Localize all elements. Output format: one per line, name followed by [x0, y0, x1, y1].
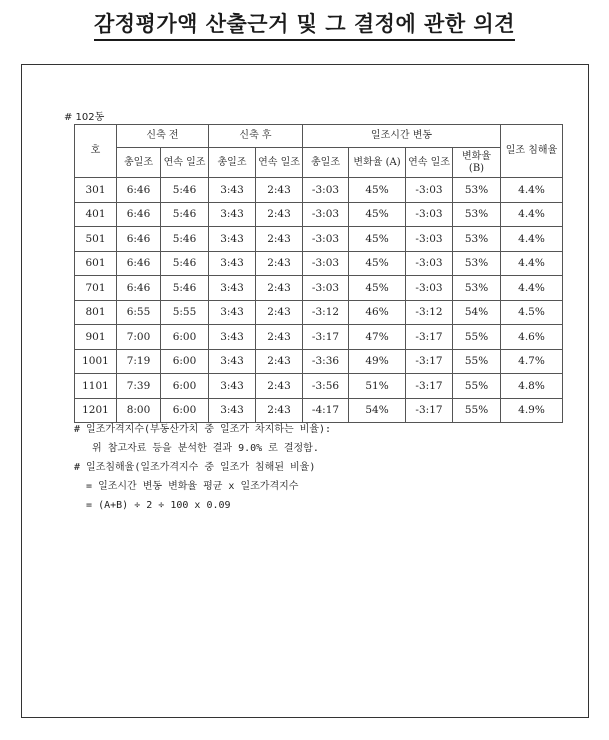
table-row: [75, 202, 563, 227]
table-row: [75, 349, 563, 374]
table-cell: -3:17: [303, 325, 349, 350]
table-cell: -3:03: [303, 178, 349, 203]
table-cell: 3:43: [209, 398, 256, 423]
table-cell: 2:43: [256, 398, 303, 423]
table-cell: 2:43: [256, 251, 303, 276]
table-cell: 3:43: [209, 300, 256, 325]
table-cell: 7:19: [117, 349, 161, 374]
table-cell: 53%: [453, 227, 501, 252]
table-cell: 601: [75, 251, 117, 276]
table-cell: 2:43: [256, 300, 303, 325]
table-cell: -3:03: [303, 202, 349, 227]
note-line: = 일조시간 변동 변화율 평균 x 일조가격지수: [74, 481, 299, 492]
table-cell: -3:03: [406, 276, 453, 301]
header-total-after: 총일조: [209, 148, 256, 178]
table-cell: 501: [75, 227, 117, 252]
table-cell: -3:03: [303, 227, 349, 252]
table-cell: 53%: [453, 276, 501, 301]
table-cell: 3:43: [209, 325, 256, 350]
note-line: = (A+B) ÷ 2 ÷ 100 x 0.09: [74, 500, 231, 511]
table-cell: 55%: [453, 325, 501, 350]
table-cell: 4.4%: [501, 202, 563, 227]
table-cell: 4.4%: [501, 178, 563, 203]
table-cell: -3:03: [406, 178, 453, 203]
header-unit: 호: [75, 125, 117, 178]
table-cell: 6:00: [161, 374, 209, 399]
table-row: [75, 398, 563, 423]
note-line: 위 참고자료 등을 분석한 결과 9.0% 로 결정함.: [74, 443, 319, 454]
table-cell: -3:17: [406, 398, 453, 423]
header-consec-before: 연속 일조: [161, 148, 209, 178]
table-body: [75, 178, 563, 423]
table-cell: 1201: [75, 398, 117, 423]
table-cell: 6:46: [117, 251, 161, 276]
table-cell: 4.8%: [501, 374, 563, 399]
notes: [74, 420, 331, 515]
header-before: 신축 전: [117, 125, 209, 148]
table-cell: -3:17: [406, 374, 453, 399]
table-cell: 2:43: [256, 276, 303, 301]
table-row: [75, 325, 563, 350]
table-cell: 45%: [349, 276, 406, 301]
table-cell: -3:03: [406, 227, 453, 252]
table-cell: 4.4%: [501, 227, 563, 252]
table-cell: 53%: [453, 178, 501, 203]
table-cell: 8:00: [117, 398, 161, 423]
table-cell: 2:43: [256, 227, 303, 252]
table-cell: 4.7%: [501, 349, 563, 374]
table-cell: 401: [75, 202, 117, 227]
table-cell: 47%: [349, 325, 406, 350]
table-cell: 45%: [349, 202, 406, 227]
table-cell: 7:00: [117, 325, 161, 350]
table-cell: 6:46: [117, 227, 161, 252]
table-cell: 45%: [349, 251, 406, 276]
table-cell: 901: [75, 325, 117, 350]
table-cell: 2:43: [256, 349, 303, 374]
table-cell: 2:43: [256, 178, 303, 203]
note-line: # 일조가격지수(부동산가치 중 일조가 차지하는 비율):: [74, 424, 332, 435]
note-line: # 일조침해율(일조가격지수 중 일조가 침해된 비율): [74, 462, 316, 473]
table-cell: 1001: [75, 349, 117, 374]
table-cell: 53%: [453, 202, 501, 227]
header-rate-a: 변화율 (A): [349, 148, 406, 178]
section-label: # 102동: [64, 112, 105, 123]
header-change: 일조시간 변동: [303, 125, 501, 148]
table-cell: -3:36: [303, 349, 349, 374]
table-cell: 46%: [349, 300, 406, 325]
header-after: 신축 후: [209, 125, 303, 148]
table-cell: 3:43: [209, 227, 256, 252]
table-row: [75, 227, 563, 252]
table-cell: 5:46: [161, 202, 209, 227]
table-cell: 3:43: [209, 202, 256, 227]
sunlight-table: [74, 124, 563, 423]
table-cell: 5:55: [161, 300, 209, 325]
table-cell: -3:03: [303, 251, 349, 276]
table-cell: 6:55: [117, 300, 161, 325]
table-row: [75, 374, 563, 399]
table-cell: 5:46: [161, 276, 209, 301]
table-cell: 51%: [349, 374, 406, 399]
table-cell: -3:03: [406, 202, 453, 227]
table-cell: -3:12: [303, 300, 349, 325]
table-cell: 55%: [453, 374, 501, 399]
table-cell: -4:17: [303, 398, 349, 423]
header-total-change: 총일조: [303, 148, 349, 178]
table-cell: 54%: [349, 398, 406, 423]
table-cell: 701: [75, 276, 117, 301]
table-cell: 4.5%: [501, 300, 563, 325]
table-row: [75, 276, 563, 301]
header-rate-b: 변화율 (B): [453, 148, 501, 178]
table-row: [75, 178, 563, 203]
table-cell: 45%: [349, 227, 406, 252]
table-cell: 5:46: [161, 251, 209, 276]
table-cell: 6:46: [117, 276, 161, 301]
table-cell: 6:00: [161, 349, 209, 374]
table-cell: 3:43: [209, 349, 256, 374]
table-cell: 6:46: [117, 202, 161, 227]
table-cell: 3:43: [209, 276, 256, 301]
table-cell: 2:43: [256, 325, 303, 350]
table-cell: 4.6%: [501, 325, 563, 350]
table-cell: 2:43: [256, 202, 303, 227]
table-cell: 3:43: [209, 374, 256, 399]
table-cell: 5:46: [161, 227, 209, 252]
header-consec-change: 연속 일조: [406, 148, 453, 178]
table-cell: 801: [75, 300, 117, 325]
table-cell: 55%: [453, 349, 501, 374]
table-cell: 6:00: [161, 325, 209, 350]
table-cell: 5:46: [161, 178, 209, 203]
header-infringe: 일조 침해율: [501, 125, 563, 178]
table-cell: -3:56: [303, 374, 349, 399]
table-cell: 54%: [453, 300, 501, 325]
table-cell: 3:43: [209, 178, 256, 203]
table-row: [75, 251, 563, 276]
table-cell: 4.4%: [501, 251, 563, 276]
table-cell: -3:12: [406, 300, 453, 325]
header-consec-after: 연속 일조: [256, 148, 303, 178]
table-cell: 301: [75, 178, 117, 203]
table-cell: -3:17: [406, 325, 453, 350]
table-cell: 2:43: [256, 374, 303, 399]
table-cell: 3:43: [209, 251, 256, 276]
table-cell: 6:46: [117, 178, 161, 203]
table-cell: 55%: [453, 398, 501, 423]
table-cell: 1101: [75, 374, 117, 399]
table-cell: 4.9%: [501, 398, 563, 423]
table-cell: 53%: [453, 251, 501, 276]
table-cell: -3:03: [406, 251, 453, 276]
table-cell: 4.4%: [501, 276, 563, 301]
table-cell: 6:00: [161, 398, 209, 423]
table-cell: -3:03: [303, 276, 349, 301]
table-row: [75, 300, 563, 325]
page-title: [0, 8, 609, 41]
table-cell: 7:39: [117, 374, 161, 399]
header-total-before: 총일조: [117, 148, 161, 178]
table-cell: 49%: [349, 349, 406, 374]
table-cell: -3:17: [406, 349, 453, 374]
page-title-text: 감정평가액 산출근거 및 그 결정에 관한 의견: [94, 8, 515, 41]
table-cell: 45%: [349, 178, 406, 203]
